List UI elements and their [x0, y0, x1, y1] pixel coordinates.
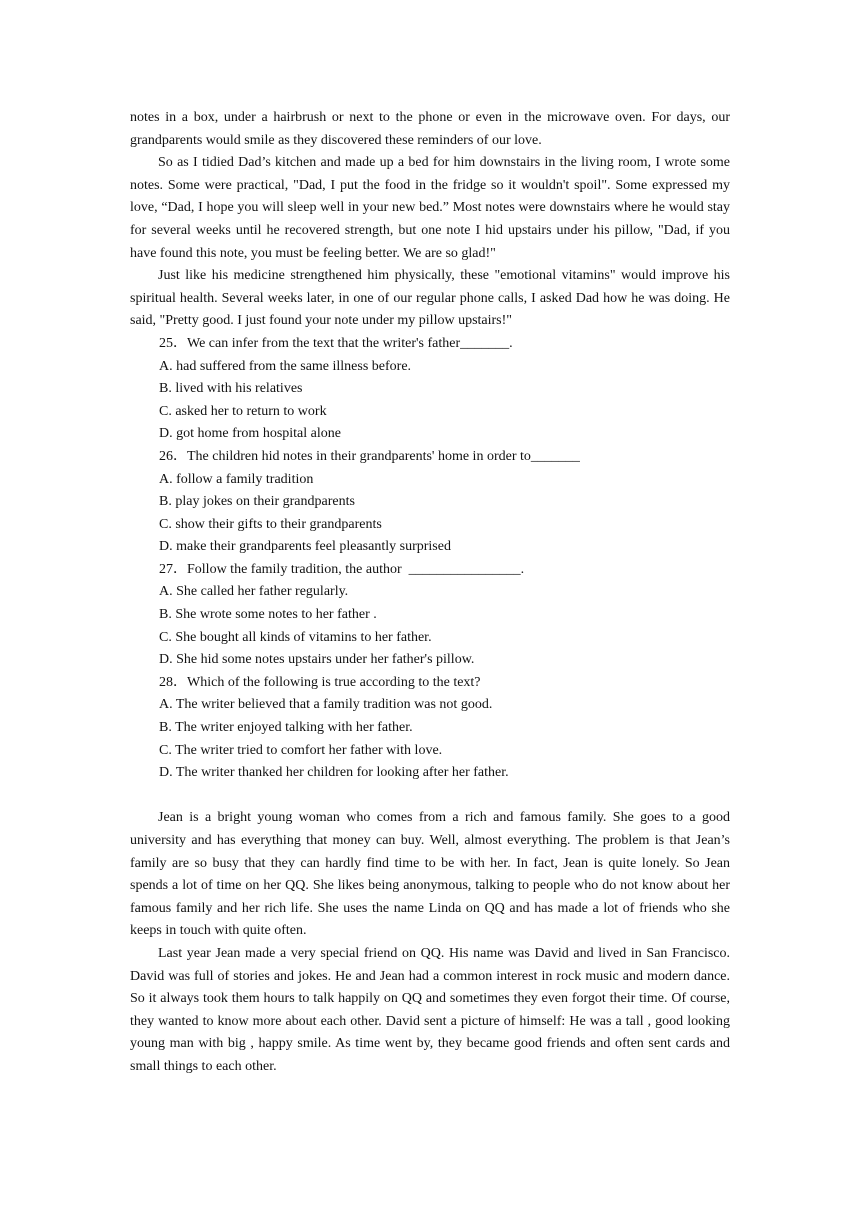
answer-option: A. She called her father regularly. — [159, 584, 349, 600]
question-stem: 27．Follow the family tradition, the author ________________. — [159, 561, 525, 577]
question-27 — [130, 559, 730, 672]
answer-option: C. show their gifts to their grandparents — [159, 516, 382, 532]
answer-option: B. lived with his relatives — [159, 381, 303, 397]
document-page — [130, 107, 730, 1079]
passage1-paragraph-3: Just like his medicine strengthened him physically, these "emotional vitamins" would improve his spiritual health. Several weeks later, in one of our regular phone calls, I asked Dad how he was doing. He said, "Pretty good. I just found your note under my pillow upstairs!" — [130, 268, 730, 329]
question-stem: 25．We can infer from the text that the writer's father_______. — [159, 335, 513, 351]
blank-line — [130, 785, 730, 808]
answer-option: B. She wrote some notes to her father . — [159, 607, 377, 623]
answer-option: D. She hid some notes upstairs under her father's pillow. — [159, 652, 475, 668]
question-25 — [130, 333, 730, 446]
passage2-paragraph-1: Jean is a bright young woman who comes from a rich and famous family. She goes to a good university and has everything that money can buy. Well, almost everything. The problem is that Jean’s family are so busy that they can hardly find time to be with her. In fact, Jean is quite lonely. So Jean spends a lot of time on her QQ. She likes being anonymous, talking to people who do not know about her famous family and her rich life. She uses the name Linda on QQ and has made a lot of friends who she keeps in touch with quite often. — [130, 810, 730, 939]
answer-option: A. follow a family tradition — [159, 471, 314, 487]
question-28 — [130, 672, 730, 785]
passage2-paragraph-2: Last year Jean made a very special friend on QQ. His name was David and lived in San Francisco. David was full of stories and jokes. He and Jean had a common interest in rock music and modern dance. So it always took them hours to talk happily on QQ and sometimes they even forgot their time. Of course, they wanted to know more about each other. David sent a picture of himself: He was a tall , good looking young man with big , happy smile. As time went by, they became good friends and often sent cards and small things to each other. — [130, 945, 730, 1074]
answer-option: D. got home from hospital alone — [159, 426, 341, 442]
question-stem: 26．The children hid notes in their grandparents' home in order to_______ — [159, 448, 580, 464]
answer-option: B. play jokes on their grandparents — [159, 494, 355, 510]
answer-option: B. The writer enjoyed talking with her father. — [159, 720, 413, 736]
question-26 — [130, 446, 730, 559]
answer-option: C. The writer tried to comfort her father with love. — [159, 742, 443, 758]
answer-option: C. She bought all kinds of vitamins to her father. — [159, 629, 432, 645]
answer-option: D. make their grandparents feel pleasantly surprised — [159, 539, 451, 555]
answer-option: A. had suffered from the same illness before. — [159, 358, 412, 374]
passage1-paragraph-2: So as I tidied Dad’s kitchen and made up a bed for him downstairs in the living room, I wrote some notes. Some were practical, "Dad, I put the food in the fridge so it wouldn't spoil". Some expressed my love, “Dad, I hope you will sleep well in your new bed.” Most notes were downstairs where he would stay for several weeks until he recovered strength, but one note I hid upstairs under his pillow, "Dad, if you have found this note, you must be feeling better. We are so glad!" — [130, 155, 730, 261]
passage1-paragraph-1: notes in a box, under a hairbrush or next to the phone or even in the microwave oven. For days, our grandparents would smile as they discovered these reminders of our love. — [130, 110, 730, 148]
answer-option: D. The writer thanked her children for looking after her father. — [159, 765, 509, 781]
answer-option: C. asked her to return to work — [159, 403, 327, 419]
question-stem: 28．Which of the following is true according to the text? — [159, 674, 481, 690]
answer-option: A. The writer believed that a family tradition was not good. — [159, 697, 493, 713]
